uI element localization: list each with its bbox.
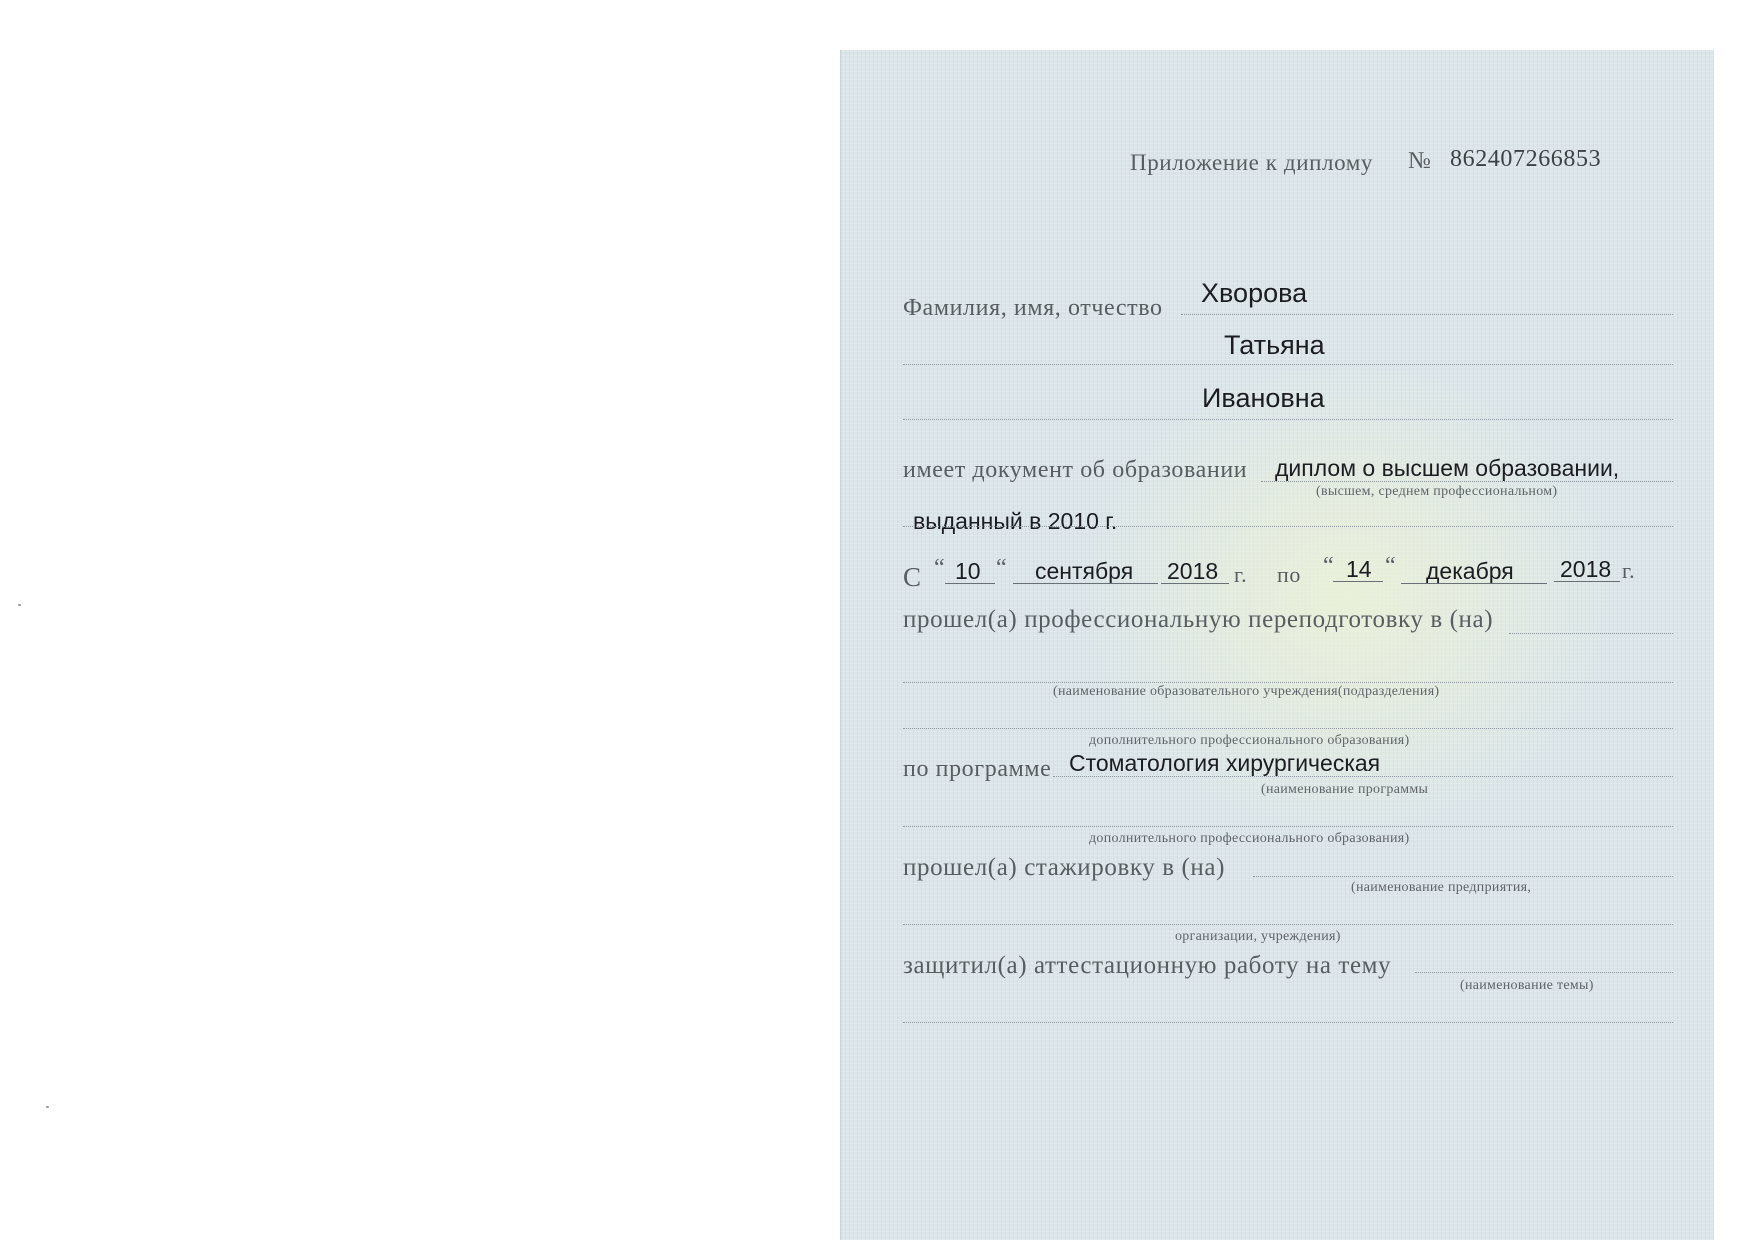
from-quote-open: “ — [934, 555, 946, 581]
to-month-line — [1401, 583, 1547, 584]
retraining-line-1 — [1509, 633, 1673, 634]
education-line — [1261, 481, 1673, 482]
education-label: имеет документ об образовании — [903, 457, 1248, 483]
education-hint: (высшем, среднем профессиональном) — [1316, 484, 1558, 499]
retraining-hint-2: дополнительного профессионального образования) — [1089, 733, 1410, 748]
internship-label: прошел(а) стажировку в (на) — [903, 854, 1225, 881]
program-label: по программе — [903, 756, 1052, 782]
thesis-line-2 — [903, 1022, 1673, 1023]
internship-hint-1: (наименование предприятия, — [1351, 880, 1532, 895]
thesis-label: защитил(а) аттестационную работу на тему — [903, 952, 1392, 979]
program-value: Стоматология хирургическая — [1069, 750, 1381, 776]
to-prefix: по — [1277, 562, 1301, 587]
number-sign: № — [1408, 148, 1432, 174]
to-month-value: декабря — [1426, 558, 1514, 584]
program-hint-2: дополнительного профессионального образования) — [1089, 831, 1410, 846]
program-line-2 — [903, 826, 1673, 827]
retraining-line-3 — [903, 728, 1673, 729]
to-day-value: 14 — [1346, 556, 1372, 582]
to-year-value: 2018 — [1560, 556, 1612, 582]
supplement-label: Приложение к диплому — [1130, 150, 1374, 175]
to-quote-open: “ — [1323, 553, 1335, 579]
scan-speck — [46, 1106, 49, 1108]
thesis-hint: (наименование темы) — [1460, 978, 1594, 993]
from-month-value: сентября — [1035, 558, 1134, 584]
diploma-supplement-page — [841, 50, 1714, 1240]
from-day-line — [945, 583, 995, 584]
diploma-number: 862407266853 — [1450, 146, 1602, 172]
retraining-line-2 — [903, 682, 1673, 683]
scan-speck — [18, 604, 21, 606]
thesis-line-1 — [1415, 972, 1673, 973]
to-year-suffix: г. — [1622, 558, 1636, 583]
name-value: Татьяна — [1224, 330, 1325, 360]
to-day-line — [1333, 581, 1383, 582]
internship-line-1 — [1253, 876, 1673, 877]
internship-hint-2: организации, учреждения) — [1175, 929, 1341, 944]
from-month-line — [1013, 583, 1158, 584]
from-year-value: 2018 — [1167, 558, 1219, 584]
program-line-1 — [1053, 776, 1673, 777]
to-quote-close: “ — [1385, 553, 1397, 579]
patronymic-value: Ивановна — [1202, 383, 1325, 413]
from-quote-close: “ — [996, 555, 1008, 581]
from-prefix: С — [903, 562, 922, 592]
issued-value: выданный в 2010 г. — [913, 508, 1118, 534]
internship-line-2 — [903, 924, 1673, 925]
retraining-hint-1: (наименование образовательного учреждения(подразделения) — [1053, 684, 1440, 699]
from-year-line — [1161, 583, 1229, 584]
issued-line — [903, 526, 1673, 527]
education-value: диплом о высшем образовании, — [1275, 455, 1620, 481]
retraining-label: прошел(а) профессиональную переподготовку в (на) — [903, 606, 1494, 633]
surname-value: Хворова — [1201, 278, 1308, 308]
program-hint-1: (наименование программы — [1261, 782, 1429, 797]
fio-line-1 — [1181, 314, 1673, 315]
fio-line-2 — [903, 364, 1673, 365]
fio-line-3 — [903, 419, 1673, 420]
from-day-value: 10 — [955, 558, 981, 584]
fio-label: Фамилия, имя, отчество — [903, 295, 1163, 321]
from-year-suffix: г. — [1234, 562, 1248, 587]
to-year-line — [1554, 581, 1620, 582]
